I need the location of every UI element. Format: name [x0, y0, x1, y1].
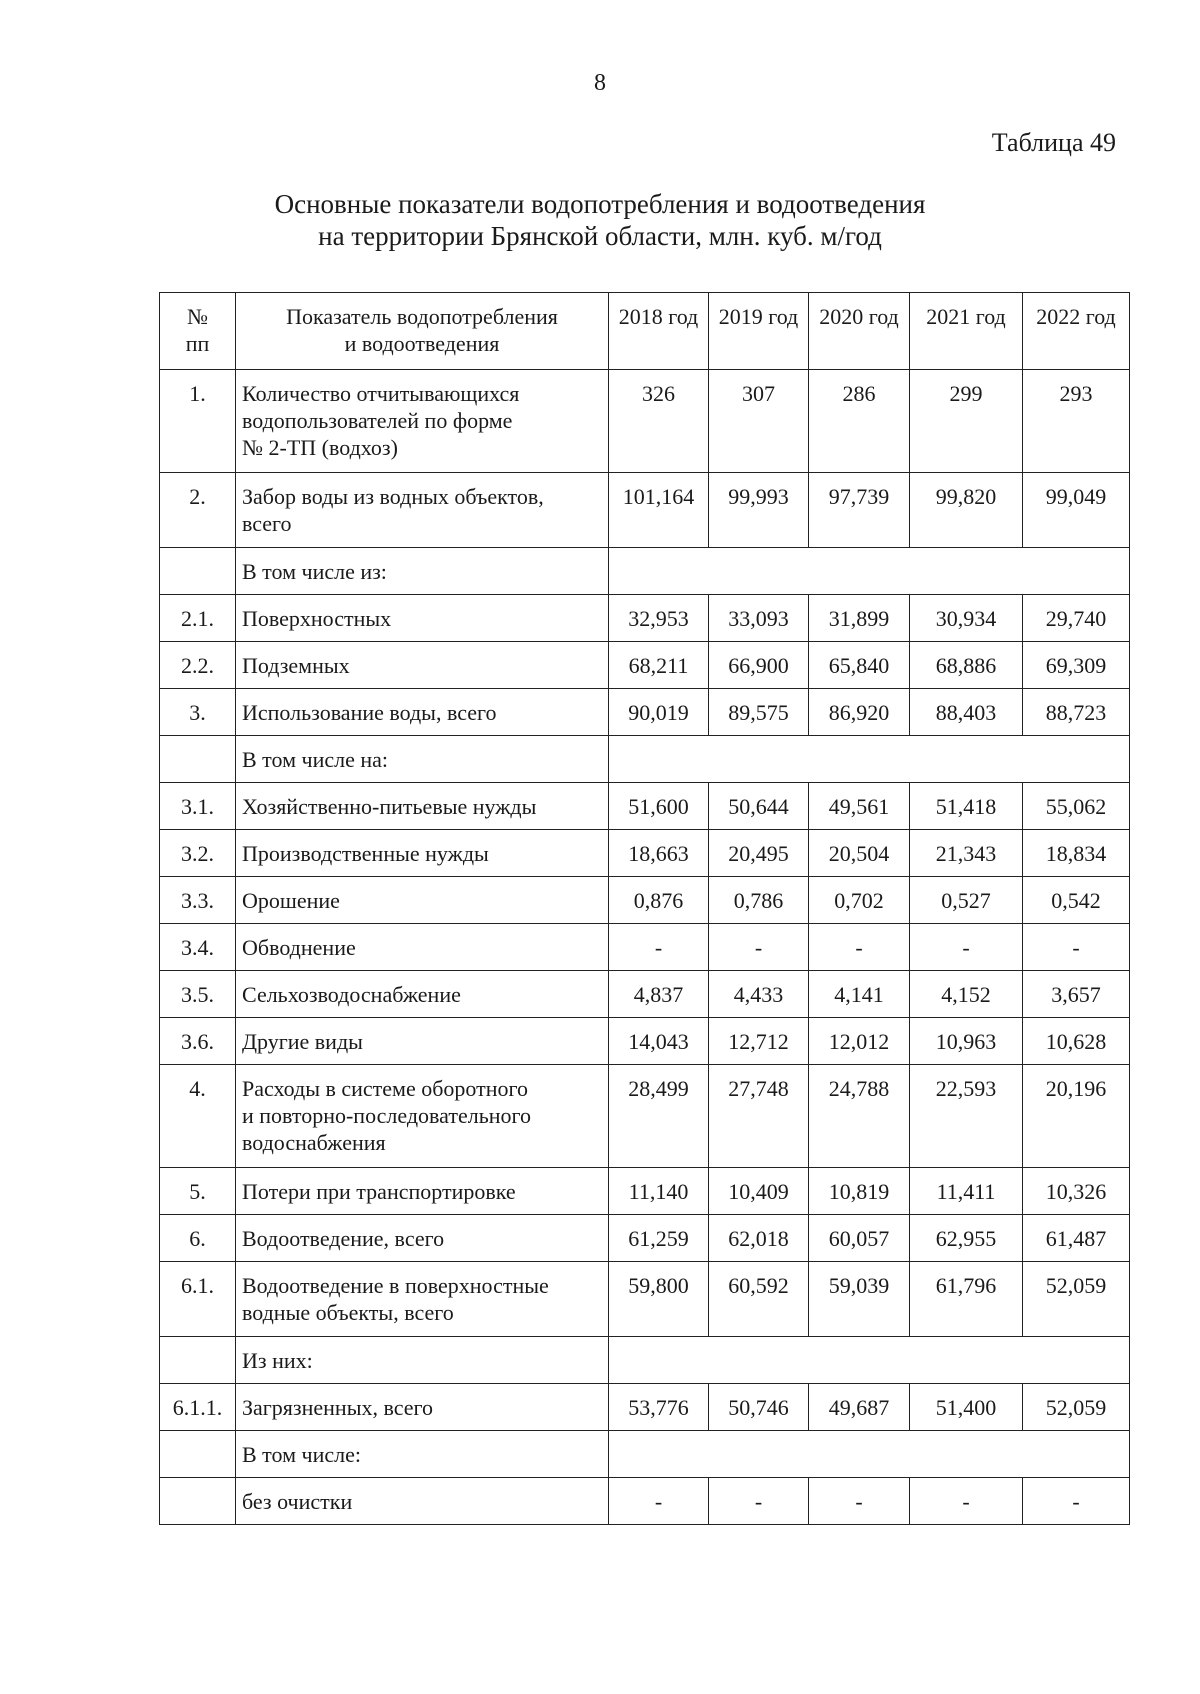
table-row: [160, 642, 1130, 689]
row-number: 3.2.: [160, 830, 236, 877]
row-value: 69,309: [1023, 642, 1130, 689]
row-value: 0,527: [910, 877, 1023, 924]
header-indicator-line: Показатель водопотребления: [286, 304, 558, 329]
empty-merged-cell: [609, 1431, 1130, 1478]
row-value: 18,663: [609, 830, 709, 877]
indicator-line: Подземных: [242, 653, 350, 678]
table-row: [160, 877, 1130, 924]
indicator-line: без очистки: [242, 1489, 353, 1514]
indicator-line: Водоотведение, всего: [242, 1226, 445, 1251]
row-indicator: [236, 877, 609, 924]
table-row: [160, 689, 1130, 736]
row-value: 59,039: [809, 1262, 910, 1337]
row-value: 51,418: [910, 783, 1023, 830]
row-value: -: [609, 1478, 709, 1525]
row-value: 14,043: [609, 1018, 709, 1065]
row-indicator: [236, 548, 609, 595]
row-value: 33,093: [709, 595, 809, 642]
empty-merged-cell: [609, 736, 1130, 783]
header-indicator: [236, 293, 609, 370]
row-indicator: [236, 689, 609, 736]
indicator-line: водные объекты, всего: [242, 1300, 454, 1325]
row-number: 5.: [160, 1168, 236, 1215]
row-value: 62,955: [910, 1215, 1023, 1262]
header-year: 2021 год: [910, 293, 1023, 370]
row-value: 12,712: [709, 1018, 809, 1065]
row-value: 10,326: [1023, 1168, 1130, 1215]
row-value: 99,049: [1023, 473, 1130, 548]
row-number: 2.2.: [160, 642, 236, 689]
document-title: [0, 188, 1200, 252]
row-value: 18,834: [1023, 830, 1130, 877]
row-number: 6.: [160, 1215, 236, 1262]
row-value: 11,411: [910, 1168, 1023, 1215]
indicator-line: водопользователей по форме: [242, 408, 513, 433]
row-value: 50,746: [709, 1384, 809, 1431]
row-value: 99,820: [910, 473, 1023, 548]
row-value: -: [910, 924, 1023, 971]
row-value: 65,840: [809, 642, 910, 689]
indicator-line: всего: [242, 511, 292, 536]
row-value: 0,702: [809, 877, 910, 924]
empty-merged-cell: [609, 548, 1130, 595]
row-value: -: [709, 1478, 809, 1525]
row-value: 61,487: [1023, 1215, 1130, 1262]
row-indicator: [236, 1337, 609, 1384]
row-number: [160, 1431, 236, 1478]
table-row: [160, 1337, 1130, 1384]
row-value: 307: [709, 370, 809, 473]
row-indicator: [236, 971, 609, 1018]
row-value: -: [609, 924, 709, 971]
indicator-line: Хозяйственно-питьевые нужды: [242, 794, 537, 819]
row-indicator: [236, 1168, 609, 1215]
row-value: 24,788: [809, 1065, 910, 1168]
row-indicator: [236, 595, 609, 642]
indicator-line: Загрязненных, всего: [242, 1395, 434, 1420]
row-number: 3.1.: [160, 783, 236, 830]
table-row: [160, 971, 1130, 1018]
row-value: 28,499: [609, 1065, 709, 1168]
row-number: 3.: [160, 689, 236, 736]
row-value: 293: [1023, 370, 1130, 473]
row-number: 3.4.: [160, 924, 236, 971]
row-value: -: [910, 1478, 1023, 1525]
table-row: [160, 736, 1130, 783]
row-value: 51,600: [609, 783, 709, 830]
row-value: 52,059: [1023, 1384, 1130, 1431]
row-value: 0,876: [609, 877, 709, 924]
row-value: 88,723: [1023, 689, 1130, 736]
row-value: 286: [809, 370, 910, 473]
row-value: 326: [609, 370, 709, 473]
row-value: 10,819: [809, 1168, 910, 1215]
indicator-line: Расходы в системе оборотного: [242, 1076, 528, 1101]
row-value: 29,740: [1023, 595, 1130, 642]
table-row: [160, 1431, 1130, 1478]
header-year: 2022 год: [1023, 293, 1130, 370]
indicator-line: Орошение: [242, 888, 340, 913]
row-number: 3.5.: [160, 971, 236, 1018]
table-row: [160, 1018, 1130, 1065]
table-row: [160, 370, 1130, 473]
row-value: 62,018: [709, 1215, 809, 1262]
row-value: 88,403: [910, 689, 1023, 736]
row-indicator: [236, 924, 609, 971]
row-value: 89,575: [709, 689, 809, 736]
row-number: [160, 1337, 236, 1384]
row-value: -: [709, 924, 809, 971]
indicator-line: Водоотведение в поверхностные: [242, 1273, 549, 1298]
row-indicator: [236, 1018, 609, 1065]
row-number: 6.1.: [160, 1262, 236, 1337]
empty-merged-cell: [609, 1337, 1130, 1384]
row-indicator: [236, 783, 609, 830]
indicator-line: В том числе:: [242, 1442, 361, 1467]
table-caption: Таблица 49: [991, 128, 1116, 157]
indicator-line: Другие виды: [242, 1029, 363, 1054]
row-value: 4,433: [709, 971, 809, 1018]
row-value: 4,141: [809, 971, 910, 1018]
table-row: [160, 595, 1130, 642]
title-line: на территории Брянской области, млн. куб. м/год: [318, 221, 882, 251]
row-value: 27,748: [709, 1065, 809, 1168]
row-value: 31,899: [809, 595, 910, 642]
row-value: 32,953: [609, 595, 709, 642]
indicator-line: водоснабжения: [242, 1130, 386, 1155]
row-value: 61,796: [910, 1262, 1023, 1337]
row-value: 59,800: [609, 1262, 709, 1337]
row-value: 61,259: [609, 1215, 709, 1262]
row-value: -: [809, 924, 910, 971]
row-value: 0,542: [1023, 877, 1130, 924]
row-indicator: [236, 1478, 609, 1525]
row-indicator: [236, 642, 609, 689]
row-indicator: [236, 1262, 609, 1337]
row-number: [160, 1478, 236, 1525]
indicator-line: Забор воды из водных объектов,: [242, 484, 544, 509]
indicator-line: № 2-ТП (водхоз): [242, 435, 398, 460]
row-number: 1.: [160, 370, 236, 473]
row-value: 97,739: [809, 473, 910, 548]
row-value: 51,400: [910, 1384, 1023, 1431]
row-value: 4,152: [910, 971, 1023, 1018]
row-value: 11,140: [609, 1168, 709, 1215]
water-indicators-table: [159, 292, 1130, 1525]
row-value: 12,012: [809, 1018, 910, 1065]
row-indicator: [236, 736, 609, 783]
row-value: 60,592: [709, 1262, 809, 1337]
row-number: 2.1.: [160, 595, 236, 642]
indicator-line: Использование воды, всего: [242, 700, 497, 725]
indicator-line: Сельхозводоснабжение: [242, 982, 461, 1007]
row-value: 20,196: [1023, 1065, 1130, 1168]
header-year: 2018 год: [609, 293, 709, 370]
table-row: [160, 1384, 1130, 1431]
row-number: [160, 736, 236, 783]
table-row: [160, 830, 1130, 877]
table-row: [160, 1478, 1130, 1525]
header-number-line: пп: [185, 331, 210, 356]
row-value: 99,993: [709, 473, 809, 548]
title-line: Основные показатели водопотребления и водоотведения: [274, 189, 926, 219]
indicator-line: Поверхностных: [242, 606, 392, 631]
row-indicator: [236, 370, 609, 473]
row-number: 4.: [160, 1065, 236, 1168]
row-value: 90,019: [609, 689, 709, 736]
header-number-line: №: [187, 304, 208, 329]
row-value: 68,886: [910, 642, 1023, 689]
row-value: 68,211: [609, 642, 709, 689]
row-value: 30,934: [910, 595, 1023, 642]
table-row: [160, 924, 1130, 971]
table-row: [160, 1065, 1130, 1168]
table-row: [160, 548, 1130, 595]
row-value: 53,776: [609, 1384, 709, 1431]
row-indicator: [236, 830, 609, 877]
row-value: 86,920: [809, 689, 910, 736]
row-value: 20,495: [709, 830, 809, 877]
row-number: [160, 548, 236, 595]
row-value: 0,786: [709, 877, 809, 924]
table-body: [160, 370, 1130, 1525]
row-number: 3.6.: [160, 1018, 236, 1065]
row-indicator: [236, 473, 609, 548]
row-value: 60,057: [809, 1215, 910, 1262]
header-year: 2020 год: [809, 293, 910, 370]
indicator-line: Из них:: [242, 1348, 313, 1373]
indicator-line: Обводнение: [242, 935, 356, 960]
row-value: 66,900: [709, 642, 809, 689]
indicator-line: и повторно-последовательного: [242, 1103, 531, 1128]
row-value: 10,409: [709, 1168, 809, 1215]
row-value: 55,062: [1023, 783, 1130, 830]
header-year: 2019 год: [709, 293, 809, 370]
row-indicator: [236, 1384, 609, 1431]
table-row: [160, 1168, 1130, 1215]
row-value: 49,561: [809, 783, 910, 830]
table-header-row: [160, 293, 1130, 370]
table-row: [160, 1215, 1130, 1262]
indicator-line: Потери при транспортировке: [242, 1179, 516, 1204]
row-value: 3,657: [1023, 971, 1130, 1018]
header-indicator-line: и водоотведения: [344, 331, 500, 356]
row-value: 49,687: [809, 1384, 910, 1431]
page-number: 8: [594, 70, 606, 96]
indicator-line: Количество отчитывающихся: [242, 381, 520, 406]
indicator-line: В том числе на:: [242, 747, 388, 772]
row-indicator: [236, 1215, 609, 1262]
row-value: -: [1023, 1478, 1130, 1525]
row-value: 10,628: [1023, 1018, 1130, 1065]
row-value: -: [1023, 924, 1130, 971]
row-value: 22,593: [910, 1065, 1023, 1168]
row-value: 50,644: [709, 783, 809, 830]
row-number: 6.1.1.: [160, 1384, 236, 1431]
row-value: 299: [910, 370, 1023, 473]
table-row: [160, 1262, 1130, 1337]
row-value: 4,837: [609, 971, 709, 1018]
row-value: 20,504: [809, 830, 910, 877]
row-value: 101,164: [609, 473, 709, 548]
row-indicator: [236, 1431, 609, 1478]
row-value: 10,963: [910, 1018, 1023, 1065]
indicator-line: В том числе из:: [242, 559, 387, 584]
indicator-line: Производственные нужды: [242, 841, 489, 866]
row-indicator: [236, 1065, 609, 1168]
header-number: [160, 293, 236, 370]
table-row: [160, 783, 1130, 830]
row-number: 2.: [160, 473, 236, 548]
row-number: 3.3.: [160, 877, 236, 924]
table-row: [160, 473, 1130, 548]
row-value: 21,343: [910, 830, 1023, 877]
row-value: -: [809, 1478, 910, 1525]
row-value: 52,059: [1023, 1262, 1130, 1337]
